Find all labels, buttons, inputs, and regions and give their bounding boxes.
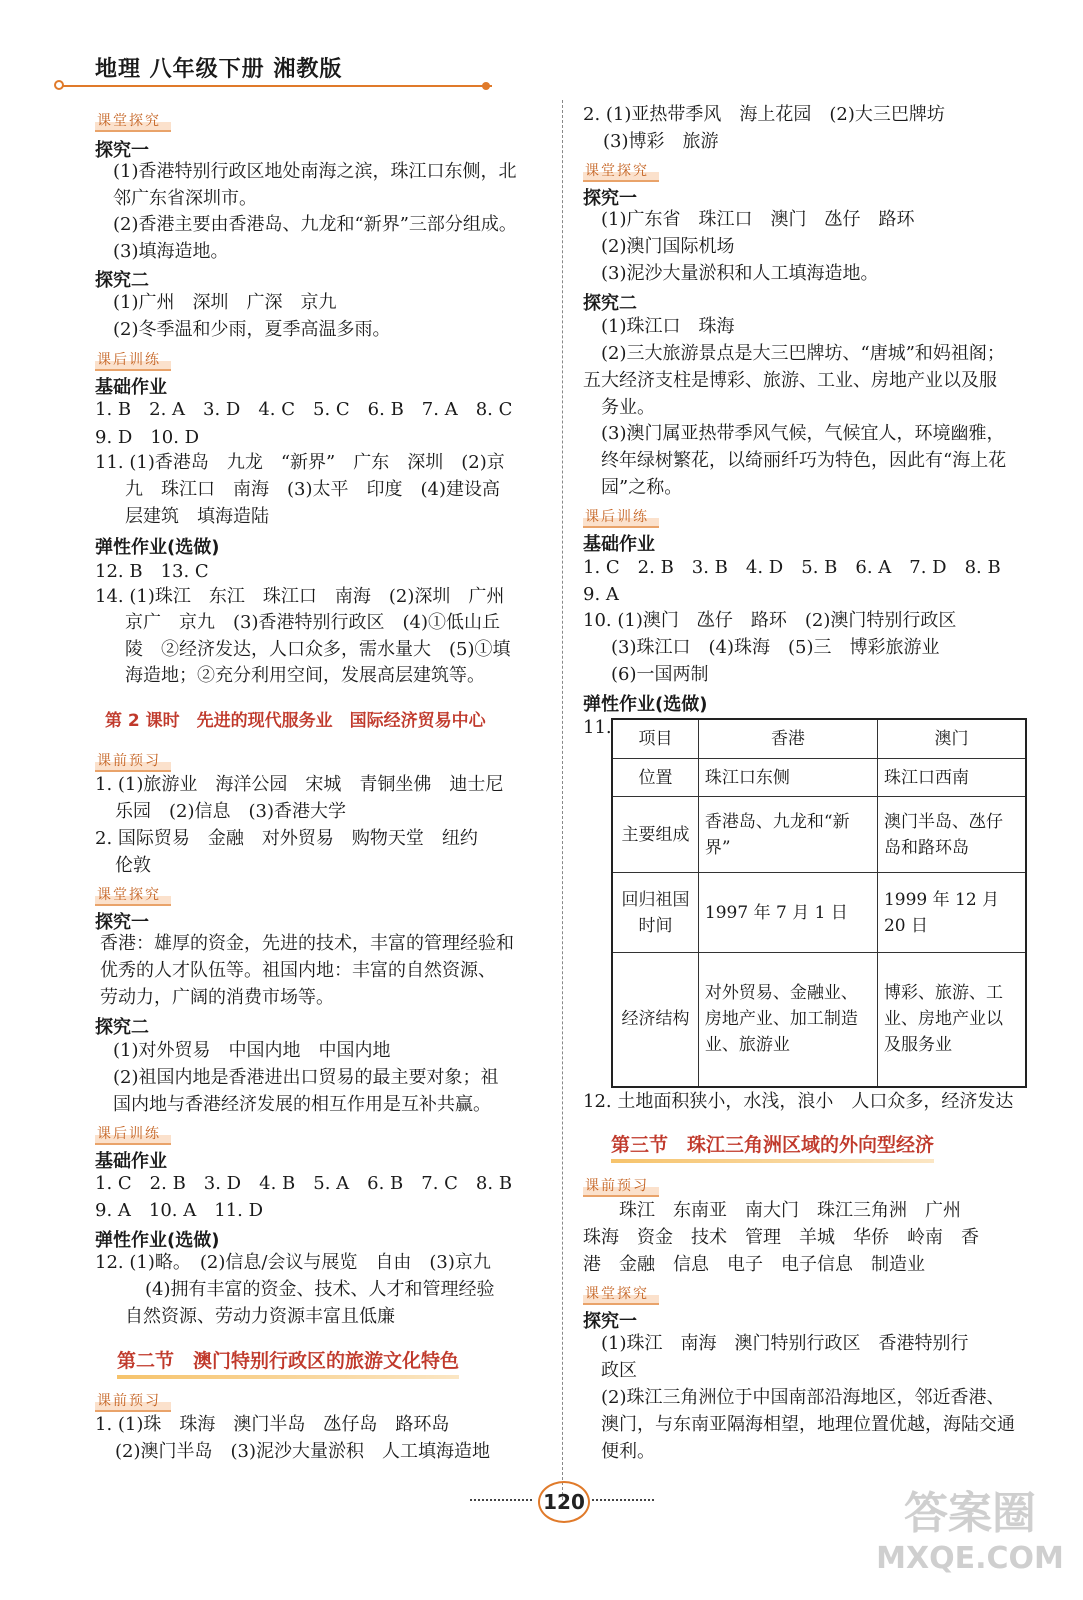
text-line: 1. (1)珠 珠海 澳门半岛 氹仔岛 路环岛 xyxy=(95,1414,450,1435)
text-line: 邻广东省深圳市。 xyxy=(113,188,257,209)
text-line: (2)香港主要由香港岛、九龙和“新界”三部分组成。 xyxy=(113,214,517,235)
text-line: (2)祖国内地是香港进出口贸易的最主要对象；祖 xyxy=(113,1067,499,1088)
text-line: (2)冬季温和少雨，夏季高温多雨。 xyxy=(113,319,391,340)
text-line: 11. xyxy=(583,717,612,738)
subheading: 探究一 xyxy=(95,140,149,161)
text-line: 优秀的人才队伍等。祖国内地：丰富的自然资源、 xyxy=(100,960,496,981)
lesson-title: 第 2 课时 先进的现代服务业 国际经济贸易中心 xyxy=(105,711,486,731)
text-line: (2)珠江三角洲位于中国南部沿海地区，邻近香港、 xyxy=(601,1387,1005,1408)
subheading: 弹性作业(选做) xyxy=(95,537,220,558)
subheading: 基础作业 xyxy=(95,1151,167,1172)
text-line: 劳动力，广阔的消费市场等。 xyxy=(100,987,334,1008)
table-cell: 位置 xyxy=(612,759,698,797)
text-line: 9. A xyxy=(583,584,619,605)
section-title-underline xyxy=(611,1159,934,1163)
text-line: (6)一国两制 xyxy=(611,664,709,685)
text-line: 层建筑 填海造陆 xyxy=(125,506,269,527)
text-line: (1)对外贸易 中国内地 中国内地 xyxy=(113,1040,391,1061)
text-line: (1)广东省 珠江口 澳门 氹仔 路环 xyxy=(601,209,915,230)
section-tag: 课后训练 xyxy=(583,506,659,528)
table-cell: 香港岛、九龙和“新界” xyxy=(698,797,877,873)
text-line: (1)香港特别行政区地处南海之滨，珠江口东侧，北 xyxy=(113,161,517,182)
section-title: 第三节 珠江三角洲区域的外向型经济 xyxy=(611,1130,934,1157)
table-cell: 1999 年 12 月 20 日 xyxy=(877,873,1026,953)
section-tag: 课堂探究 xyxy=(95,110,171,132)
text-line: 1. B 2. A 3. D 4. C 5. C 6. B 7. A 8. C xyxy=(95,399,513,420)
text-line: 港 金融 信息 电子 电子信息 制造业 xyxy=(583,1254,925,1275)
watermark-subtext: MXQE.COM xyxy=(876,1541,1064,1576)
table-header-cell: 项目 xyxy=(612,719,698,759)
table-cell: 1997 年 7 月 1 日 xyxy=(698,873,877,953)
table-cell: 回归祖国时间 xyxy=(612,873,698,953)
text-line: 陵 ②经济发达，人口众多，需水量大 (5)①填 xyxy=(125,639,511,660)
text-line: 2. (1)亚热带季风 海上花园 (2)大三巴牌坊 xyxy=(583,104,945,125)
text-line: (2)三大旅游景点是大三巴牌坊、“唐城”和妈祖阁； xyxy=(601,343,1005,364)
text-line: 10. (1)澳门 氹仔 路环 (2)澳门特别行政区 xyxy=(583,610,957,631)
text-line: (1)珠江 南海 澳门特别行政区 香港特别行 xyxy=(601,1333,969,1354)
section-title-underline xyxy=(117,1375,459,1379)
watermark-logo xyxy=(875,1470,1065,1580)
text-line: (3)填海造地。 xyxy=(113,241,229,262)
text-line: (2)澳门半岛 (3)泥沙大量淤积 人工填海造地 xyxy=(115,1441,490,1462)
table-cell: 澳门半岛、氹仔岛和路环岛 xyxy=(877,797,1026,873)
section-tag: 课堂探究 xyxy=(95,884,171,906)
subheading: 探究一 xyxy=(583,188,637,209)
text-line: 国内地与香港经济发展的相互作用是互补共赢。 xyxy=(113,1094,491,1115)
text-line: 乐园 (2)信息 (3)香港大学 xyxy=(115,801,346,822)
text-line: 12. (1)略。 (2)信息/会议与展览 自由 (3)京九 xyxy=(95,1252,491,1273)
text-line: 1. C 2. B 3. B 4. D 5. B 6. A 7. D 8. B xyxy=(583,557,1001,578)
table-cell: 珠江口西南 xyxy=(877,759,1026,797)
subheading: 探究二 xyxy=(95,1017,149,1038)
text-line: (4)拥有丰富的资金、技术、人才和管理经验 xyxy=(145,1279,495,1300)
section-tag: 课堂探究 xyxy=(583,160,659,182)
section-title: 第二节 澳门特别行政区的旅游文化特色 xyxy=(117,1346,459,1373)
text-line: (3)澳门属亚热带季风气候，气候宜人，环境幽雅， xyxy=(601,423,1005,444)
column-divider xyxy=(562,100,563,1500)
section-tag: 课前预习 xyxy=(95,1390,171,1412)
text-line: 2. 国际贸易 金融 对外贸易 购物天堂 纽约 xyxy=(95,828,478,849)
section-tag: 课堂探究 xyxy=(583,1283,659,1305)
text-line: 1. (1)旅游业 海洋公园 宋城 青铜坐佛 迪士尼 xyxy=(95,774,504,795)
table-cell: 对外贸易、金融业、房地产业、加工制造业、旅游业 xyxy=(698,953,877,1087)
text-line: (1)广州 深圳 广深 京九 xyxy=(113,292,337,313)
page-number: 120 xyxy=(538,1481,590,1523)
text-line: 五大经济支柱是博彩、旅游、工业、房地产业以及服 xyxy=(583,370,997,391)
footer-dots-right xyxy=(592,1499,654,1501)
table-row xyxy=(612,797,1026,873)
subheading: 探究一 xyxy=(583,1311,637,1332)
table-header-row xyxy=(612,719,1026,759)
subheading: 弹性作业(选做) xyxy=(583,694,708,715)
table-cell: 经济结构 xyxy=(612,953,698,1087)
subheading: 基础作业 xyxy=(95,377,167,398)
text-line: 9. D 10. D xyxy=(95,427,200,448)
text-line: 珠江 东南亚 南大门 珠江三角洲 广州 xyxy=(619,1200,961,1221)
text-line: 9. A 10. A 11. D xyxy=(95,1200,264,1221)
subheading: 弹性作业(选做) xyxy=(95,1230,220,1251)
text-line: 海造地；②充分利用空间，发展高层建筑等。 xyxy=(125,665,485,686)
header-rule xyxy=(62,85,492,87)
table-cell: 珠江口东侧 xyxy=(698,759,877,797)
text-line: (3)博彩 旅游 xyxy=(603,131,719,152)
page-header-title: 地理 八年级下册 湘教版 xyxy=(95,57,343,82)
table-cell: 博彩、旅游、工业、房地产业以及服务业 xyxy=(877,953,1026,1087)
section-tag: 课后训练 xyxy=(95,349,171,371)
text-line: 香港：雄厚的资金，先进的技术，丰富的管理经验和 xyxy=(100,933,514,954)
text-line: 便利。 xyxy=(601,1441,655,1462)
table-row xyxy=(612,953,1026,1087)
hk-macau-comparison-table xyxy=(611,718,1027,1088)
text-line: 京广 京九 (3)香港特别行政区 (4)①低山丘 xyxy=(125,612,500,633)
subheading: 探究二 xyxy=(583,293,637,314)
table-header-cell: 澳门 xyxy=(877,719,1026,759)
table-cell: 主要组成 xyxy=(612,797,698,873)
text-line: (3)泥沙大量淤积和人工填海造地。 xyxy=(601,263,879,284)
text-line: 政区 xyxy=(601,1360,637,1381)
subheading: 探究二 xyxy=(95,270,149,291)
section-tag: 课前预习 xyxy=(95,750,171,772)
text-line: 务业。 xyxy=(601,397,655,418)
subheading: 基础作业 xyxy=(583,534,655,555)
table-row xyxy=(612,873,1026,953)
text-line: (2)澳门国际机场 xyxy=(601,236,735,257)
text-line: (3)珠江口 (4)珠海 (5)三 博彩旅游业 xyxy=(611,637,940,658)
text-line: 园”之称。 xyxy=(601,477,683,498)
text-line: (1)珠江口 珠海 xyxy=(601,316,735,337)
text-line: 1. C 2. B 3. D 4. B 5. A 6. B 7. C 8. B xyxy=(95,1173,513,1194)
subheading: 探究一 xyxy=(95,912,149,933)
text-line: 11. (1)香港岛 九龙 “新界” 广东 深圳 (2)京 xyxy=(95,452,505,473)
footer-dots-left xyxy=(470,1499,532,1501)
watermark-text: 答案圈 xyxy=(904,1488,1036,1539)
text-line: 终年绿树繁花，以绮丽纤巧为特色，因此有“海上花 xyxy=(601,450,1007,471)
section-tag: 课前预习 xyxy=(583,1175,659,1197)
table-header-cell: 香港 xyxy=(698,719,877,759)
text-line: 14. (1)珠江 东江 珠江口 南海 (2)深圳 广州 xyxy=(95,586,505,607)
text-line: 12. B 13. C xyxy=(95,561,209,582)
text-line: 澳门，与东南亚隔海相望，地理位置优越，海陆交通 xyxy=(601,1414,1015,1435)
text-line: 12. 土地面积狭小，水浅，浪小 人口众多，经济发达 xyxy=(583,1091,1014,1112)
text-line: 珠海 资金 技术 管理 羊城 华侨 岭南 香 xyxy=(583,1227,979,1248)
text-line: 自然资源、劳动力资源丰富且低廉 xyxy=(125,1306,395,1327)
section-tag: 课后训练 xyxy=(95,1123,171,1145)
text-line: 伦敦 xyxy=(115,855,151,876)
table-row xyxy=(612,759,1026,797)
text-line: 九 珠江口 南海 (3)太平 印度 (4)建设高 xyxy=(125,479,500,500)
header-ornament-dot xyxy=(482,82,490,90)
